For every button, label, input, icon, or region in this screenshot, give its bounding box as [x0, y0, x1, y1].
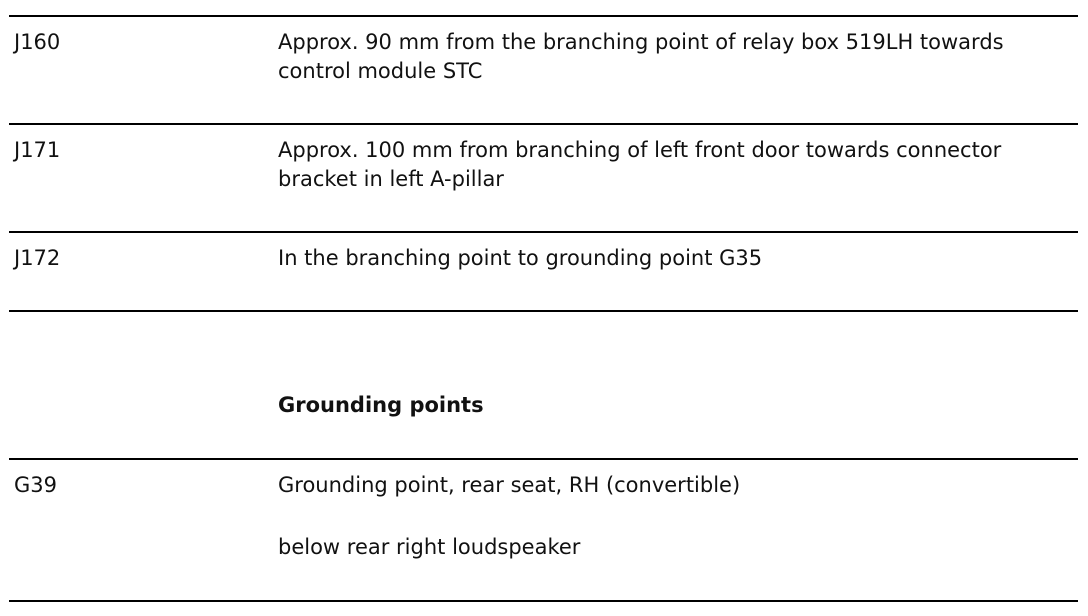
table-row-divider — [9, 231, 1078, 233]
grounding-note: below rear right loudspeaker — [278, 535, 581, 559]
connector-code: J171 — [14, 138, 61, 162]
section-heading: Grounding points — [278, 393, 484, 417]
connector-code: J172 — [14, 246, 61, 270]
table-row-divider — [9, 123, 1078, 125]
connector-location: Approx. 100 mm from branching of left front door towards connector bracket in left A-pillar — [278, 138, 1002, 191]
connector-location: In the branching point to grounding point G35 — [278, 246, 763, 270]
grounding-code: G39 — [14, 473, 57, 497]
table-row-divider — [9, 458, 1078, 460]
grounding-description: Grounding point, rear seat, RH (convertible) — [278, 473, 741, 497]
connector-code: J160 — [14, 30, 61, 54]
table-row-divider — [9, 600, 1078, 602]
table-row-divider — [9, 310, 1078, 312]
table-row-divider — [9, 15, 1078, 17]
connector-location: Approx. 90 mm from the branching point of relay box 519LH towards control module STC — [278, 30, 1004, 83]
